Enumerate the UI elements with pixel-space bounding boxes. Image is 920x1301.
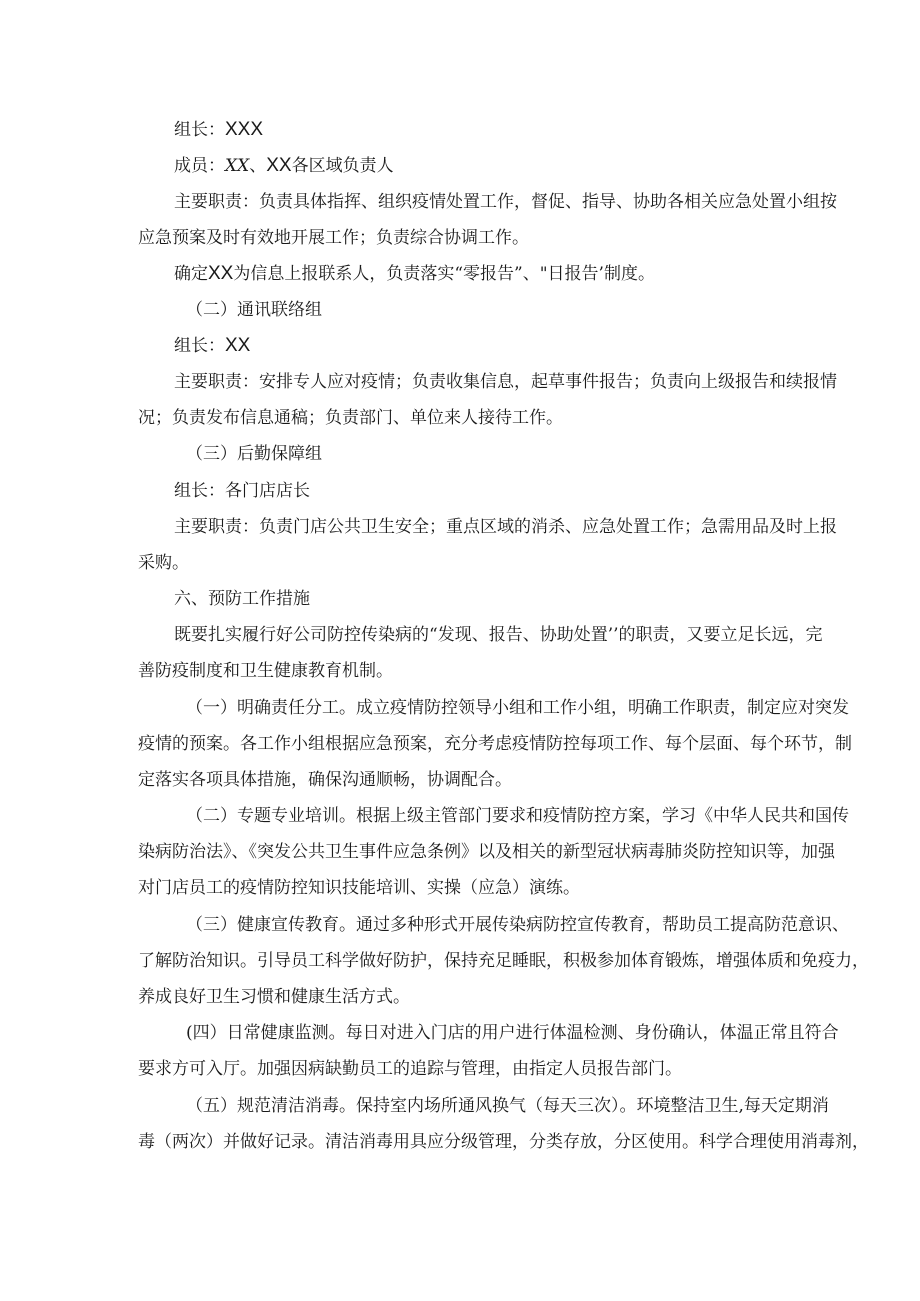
- measure4-line1: (四）日常健康监测。每日对进入门店的用户进行体温检测、身份确认，体温正常且符合: [186, 1023, 839, 1043]
- section2-heading: （二）通讯联络组: [186, 300, 322, 320]
- section3-heading: （三）后勤保障组: [186, 444, 322, 464]
- measure2-line1: （二）专题专业培训。根据上级主管部门要求和疫情防控方案，学习《中华人民共和国传: [186, 806, 849, 826]
- duty2-line2: 况；负责发布信息通稿；负责部门、单位来人接待工作。: [138, 408, 563, 428]
- section2-leader-name: XX: [225, 335, 251, 356]
- measure5-line1: （五）规范清洁消毒。保持室内场所通风换气（每天三次）。环境整洁卫生,每天定期消: [186, 1096, 829, 1116]
- members-separator: 、: [249, 156, 267, 176]
- duty2-line1: 主要职责：安排专人应对疫情；负责收集信息，起草事件报告；负责向上级报告和续报情: [174, 372, 837, 392]
- section3-leader: 组长：各门店店长: [174, 481, 310, 501]
- members-name-a: XX: [225, 156, 250, 176]
- duty3-line2: 采购。: [138, 553, 189, 573]
- leader-label: 组长：: [174, 120, 225, 140]
- measure3-line1: （三）健康宣传教育。通过多种形式开展传染病防控宣传教育，帮助员工提高防范意识、: [186, 915, 849, 935]
- measure2-line2: 染病防治法》、《突发公共卫生事件应急条例》以及相关的新型冠状病毒肺炎防控知识等，加强: [138, 842, 835, 862]
- confirm-post: 为信息上报联系人，负责落实“零报告”、"日报告’制度。: [233, 264, 655, 284]
- duty3-line1: 主要职责：负责门店公共卫生安全；重点区域的消杀、应急处置工作；急需用品及时上报: [174, 517, 837, 537]
- measure1-line2: 疫情的预案。各工作小组根据应急预案，充分考虑疫情防控每项工作、每个层面、每个环节，制: [138, 734, 852, 754]
- measure2-line3: 对门店员工的疫情防控知识技能培训、实操（应急）演练。: [138, 878, 580, 898]
- confirm-name: XX: [208, 263, 234, 284]
- intro-line2: 善防疫制度和卫生健康教育机制。: [138, 661, 393, 681]
- measure3-line3: 养成良好卫生习惯和健康生活方式。: [138, 987, 410, 1007]
- measure4-line2: 要求方可入厅。加强因病缺勤员工的追踪与管理，由指定人员报告部门。: [138, 1059, 682, 1079]
- members-line: [0, 154, 920, 178]
- confirm-pre: 确定: [174, 264, 208, 284]
- measure1-line1: （一）明确责任分工。成立疫情防控领导小组和工作小组，明确工作职责，制定应对突发: [186, 698, 849, 718]
- section2-leader-line: [0, 334, 920, 358]
- duty1-line2: 应急预案及时有效地开展工作；负责综合协调工作。: [138, 228, 529, 248]
- section6-heading: 六、预防工作措施: [174, 589, 310, 609]
- measure1-line3: 定落实各项具体措施，确保沟通顺畅，协调配合。: [138, 770, 512, 790]
- intro-line1: 既要扎实履行好公司防控传染病的“发现、报告、协助处置’’的职责，又要立足长远，完: [174, 625, 823, 645]
- leader-line: [0, 118, 920, 142]
- measure5-line2: 毒（两次）并做好记录。清洁消毒用具应分级管理，分类存放，分区使用。科学合理使用消毒剂，: [138, 1132, 869, 1152]
- members-label: 成员：: [174, 156, 225, 176]
- confirm-line: [0, 262, 920, 286]
- members-name-b: XX: [266, 155, 292, 176]
- members-rest: 各区域负责人: [291, 156, 394, 176]
- measure3-line2: 了解防治知识。引导员工科学做好防护，保持充足睡眠，积极参加体育锻炼，增强体质和免疫力，: [138, 951, 869, 971]
- leader-name: XXX: [225, 119, 264, 140]
- duty1-line1: 主要职责：负责具体指挥、组织疫情处置工作，督促、指导、协助各相关应急处置小组按: [174, 192, 837, 212]
- section2-leader-label: 组长：: [174, 336, 225, 356]
